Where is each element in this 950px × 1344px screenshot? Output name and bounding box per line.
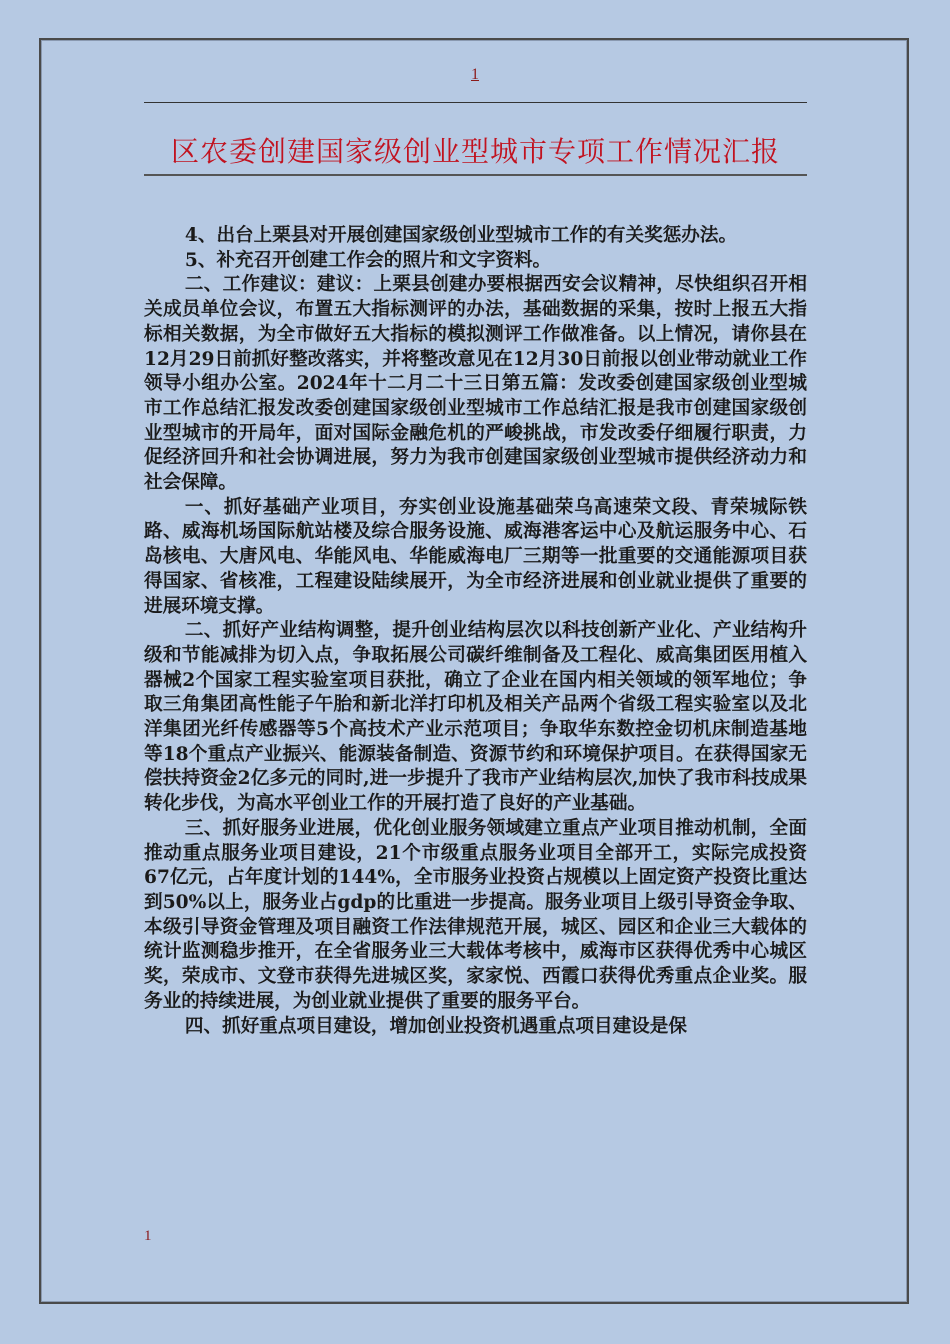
paragraph: 三、抓好服务业进展，优化创业服务领域建立重点产业项目推动机制，全面推动重点服务业项目建设，21个市级重点服务业项目全部开工，实际完成投资67亿元，占年度计划的144%，全市服务业投资占规模以上固定资产投资比重达到50%以上，服务业占gdp的比重进一步提高。服务业项目上级引导资金争取、本级引导资金管理及项目融资工作法律规范开展，城区、园区和企业三大载体的统计监测稳步推开，在全省服务业三大载体考核中，威海市区获得优秀中心城区奖，荣成市、文登市获得先进城区奖，家家悦、西霞口获得优秀重点企业奖。服务业的持续进展，为创业就业提供了重要的服务平台。 bbox=[144, 817, 807, 1012]
header-rule bbox=[144, 102, 807, 103]
header-page-number: 1 bbox=[471, 66, 479, 83]
paragraph: 四、抓好重点项目建设，增加创业投资机遇重点项目建设是保 bbox=[184, 1015, 687, 1037]
footer-page-number: 1 bbox=[144, 1228, 152, 1244]
paragraph: 二、抓好产业结构调整，提升创业结构层次以科技创新产业化、产业结构升级和节能减排为切入点，争取拓展公司碳纤维制备及工程化、威高集团医用植入器械2个国家工程实验室项目获批，确立了企业在国内相关领域的领军地位；争取三角集团高性能子午胎和新北洋打印机及相关产品两个省级工程实验室以及北洋集团光纤传感器等5个高技术产业示范项目；争取华东数控金切机床制造基地等18个重点产业振兴、能源装备制造、资源节约和环境保护项目。在获得国家无偿扶持资金2亿多元的同时,进一步提升了我市产业结构层次,加快了我市科技成果转化步伐，为高水平创业工作的开展打造了良好的产业基础。 bbox=[144, 620, 807, 815]
title-rule bbox=[144, 174, 807, 176]
document-body bbox=[144, 224, 807, 1039]
document-title: 区农委创建国家级创业型城市专项工作情况汇报 bbox=[170, 135, 780, 168]
paragraph: 二、工作建议：建议：上栗县创建办要根据西安会议精神，尽快组织召开相关成员单位会议，布置五大指标测评的办法，基础数据的采集，按时上报五大指标相关数据，为全市做好五大指标的模拟测评工作做准备。以上情况，请你县在12月29日前抓好整改落实，并将整改意见在12月30日前报以创业带动就业工作领导小组办公室。2024年十二月二十三日第五篇：发改委创建国家级创业型城市工作总结汇报发改委创建国家级创业型城市工作总结汇报是我市创建国家级创业型城市的开局年，面对国际金融危机的严峻挑战，市发改委仔细履行职责，力促经济回升和社会协调进展，努力为我市创建国家级创业型城市提供经济动力和社会保障。 bbox=[144, 274, 807, 494]
paragraph: 4、出台上栗县对开展创建国家级创业型城市工作的有关奖惩办法。 bbox=[184, 225, 738, 246]
paragraph: 一、抓好基础产业项目，夯实创业设施基础荣乌高速荣文段、青荣城际铁路、威海机场国际航站楼及综合服务设施、威海港客运中心及航运服务中心、石岛核电、大唐风电、华能风电、华能威海电厂三期等一批重要的交通能源项目获得国家、省核准，工程建设陆续展开，为全市经济进展和创业就业提供了重要的进展环境支撑。 bbox=[144, 496, 807, 617]
paragraph: 5、补充召开创建工作会的照片和文字资料。 bbox=[184, 249, 552, 271]
